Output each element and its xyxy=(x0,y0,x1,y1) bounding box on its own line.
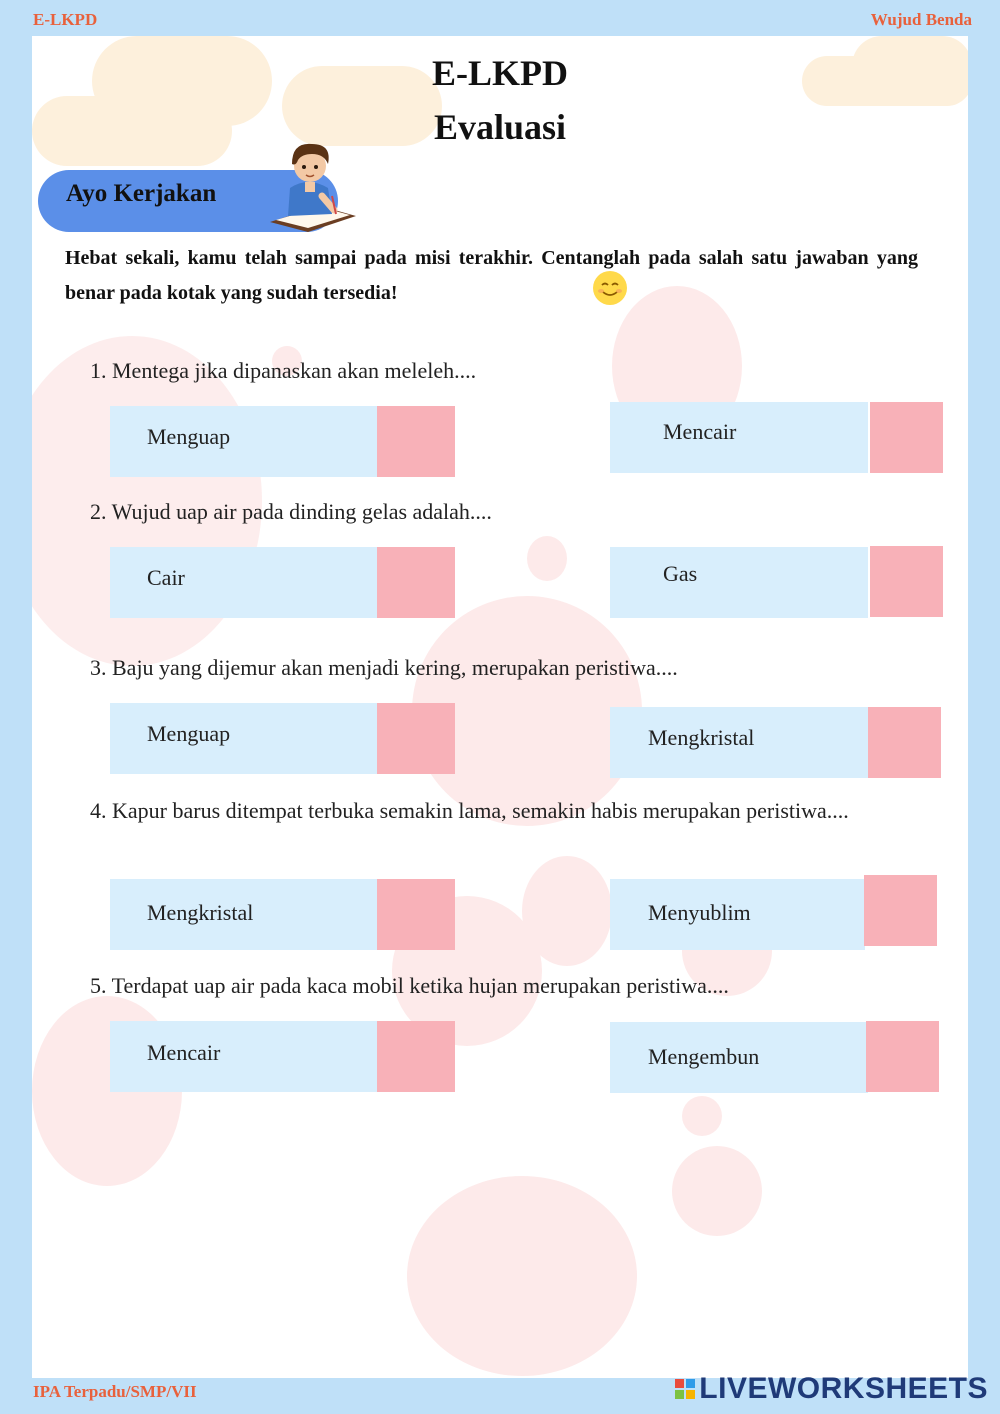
question-4: 4. Kapur barus ditempat terbuka semakin lama, semakin habis merupakan peristiwa.... xyxy=(90,798,849,823)
q2-option-b-checkbox[interactable] xyxy=(870,546,943,617)
q1-option-a-label: Menguap xyxy=(147,424,231,449)
q1-option-b xyxy=(610,402,868,473)
q4-option-a-checkbox[interactable] xyxy=(377,879,455,950)
q4-option-b-checkbox[interactable] xyxy=(864,875,937,946)
q1-option-b-label: Mencair xyxy=(663,419,737,444)
q1-option-b-checkbox[interactable] xyxy=(870,402,943,473)
q5-option-b-label: Mengembun xyxy=(648,1044,760,1069)
instructions: Hebat sekali, kamu telah sampai pada misi terakhir. Centanglah pada salah satu jawaban yang benar pada kotak yang sudah tersedia! xyxy=(65,247,918,304)
q1-option-a-checkbox[interactable] xyxy=(377,406,455,477)
question-1: 1. Mentega jika dipanaskan akan meleleh.... xyxy=(90,358,477,383)
bg-blob xyxy=(407,1176,637,1376)
q3-option-b-label: Mengkristal xyxy=(648,725,755,750)
question-2: 2. Wujud uap air pada dinding gelas adalah.... xyxy=(90,499,492,524)
bg-blob xyxy=(672,1146,762,1236)
q4-option-a-label: Mengkristal xyxy=(147,900,254,925)
bg-blob xyxy=(527,536,567,581)
q3-option-a-checkbox[interactable] xyxy=(377,703,455,774)
q5-option-b-checkbox[interactable] xyxy=(866,1021,939,1092)
page-title: E-LKPD xyxy=(431,53,568,93)
q5-option-a-checkbox[interactable] xyxy=(377,1021,455,1092)
q2-option-a-label: Cair xyxy=(147,565,185,590)
question-3: 3. Baju yang dijemur akan menjadi kering, merupakan peristiwa.... xyxy=(90,655,678,680)
q3-option-a-label: Menguap xyxy=(147,721,231,746)
brand-name: LIVEWORKSHEETS xyxy=(699,1372,988,1405)
q4-option-b-label: Menyublim xyxy=(648,900,751,925)
smile-emoji-icon xyxy=(592,270,628,306)
student-writing-illustration xyxy=(262,136,362,236)
q2-option-b xyxy=(610,547,868,618)
footer-left: IPA Terpadu/SMP/VII xyxy=(33,1382,197,1401)
page-subtitle: Evaluasi xyxy=(433,107,567,147)
q2-option-b-label: Gas xyxy=(663,561,698,586)
header-left: E-LKPD xyxy=(33,10,98,29)
liveworksheets-brand[interactable] xyxy=(675,1372,988,1406)
q5-option-a-label: Mencair xyxy=(147,1040,221,1065)
bg-blob xyxy=(522,856,612,966)
header-right: Wujud Benda xyxy=(870,10,972,29)
q3-option-b-checkbox[interactable] xyxy=(868,707,941,778)
section-label: Ayo Kerjakan xyxy=(66,180,217,207)
bg-blob xyxy=(682,1096,722,1136)
liveworksheets-logo-icon xyxy=(675,1379,695,1399)
question-5: 5. Terdapat uap air pada kaca mobil ketika hujan merupakan peristiwa.... xyxy=(90,973,729,998)
q2-option-a-checkbox[interactable] xyxy=(377,547,455,618)
